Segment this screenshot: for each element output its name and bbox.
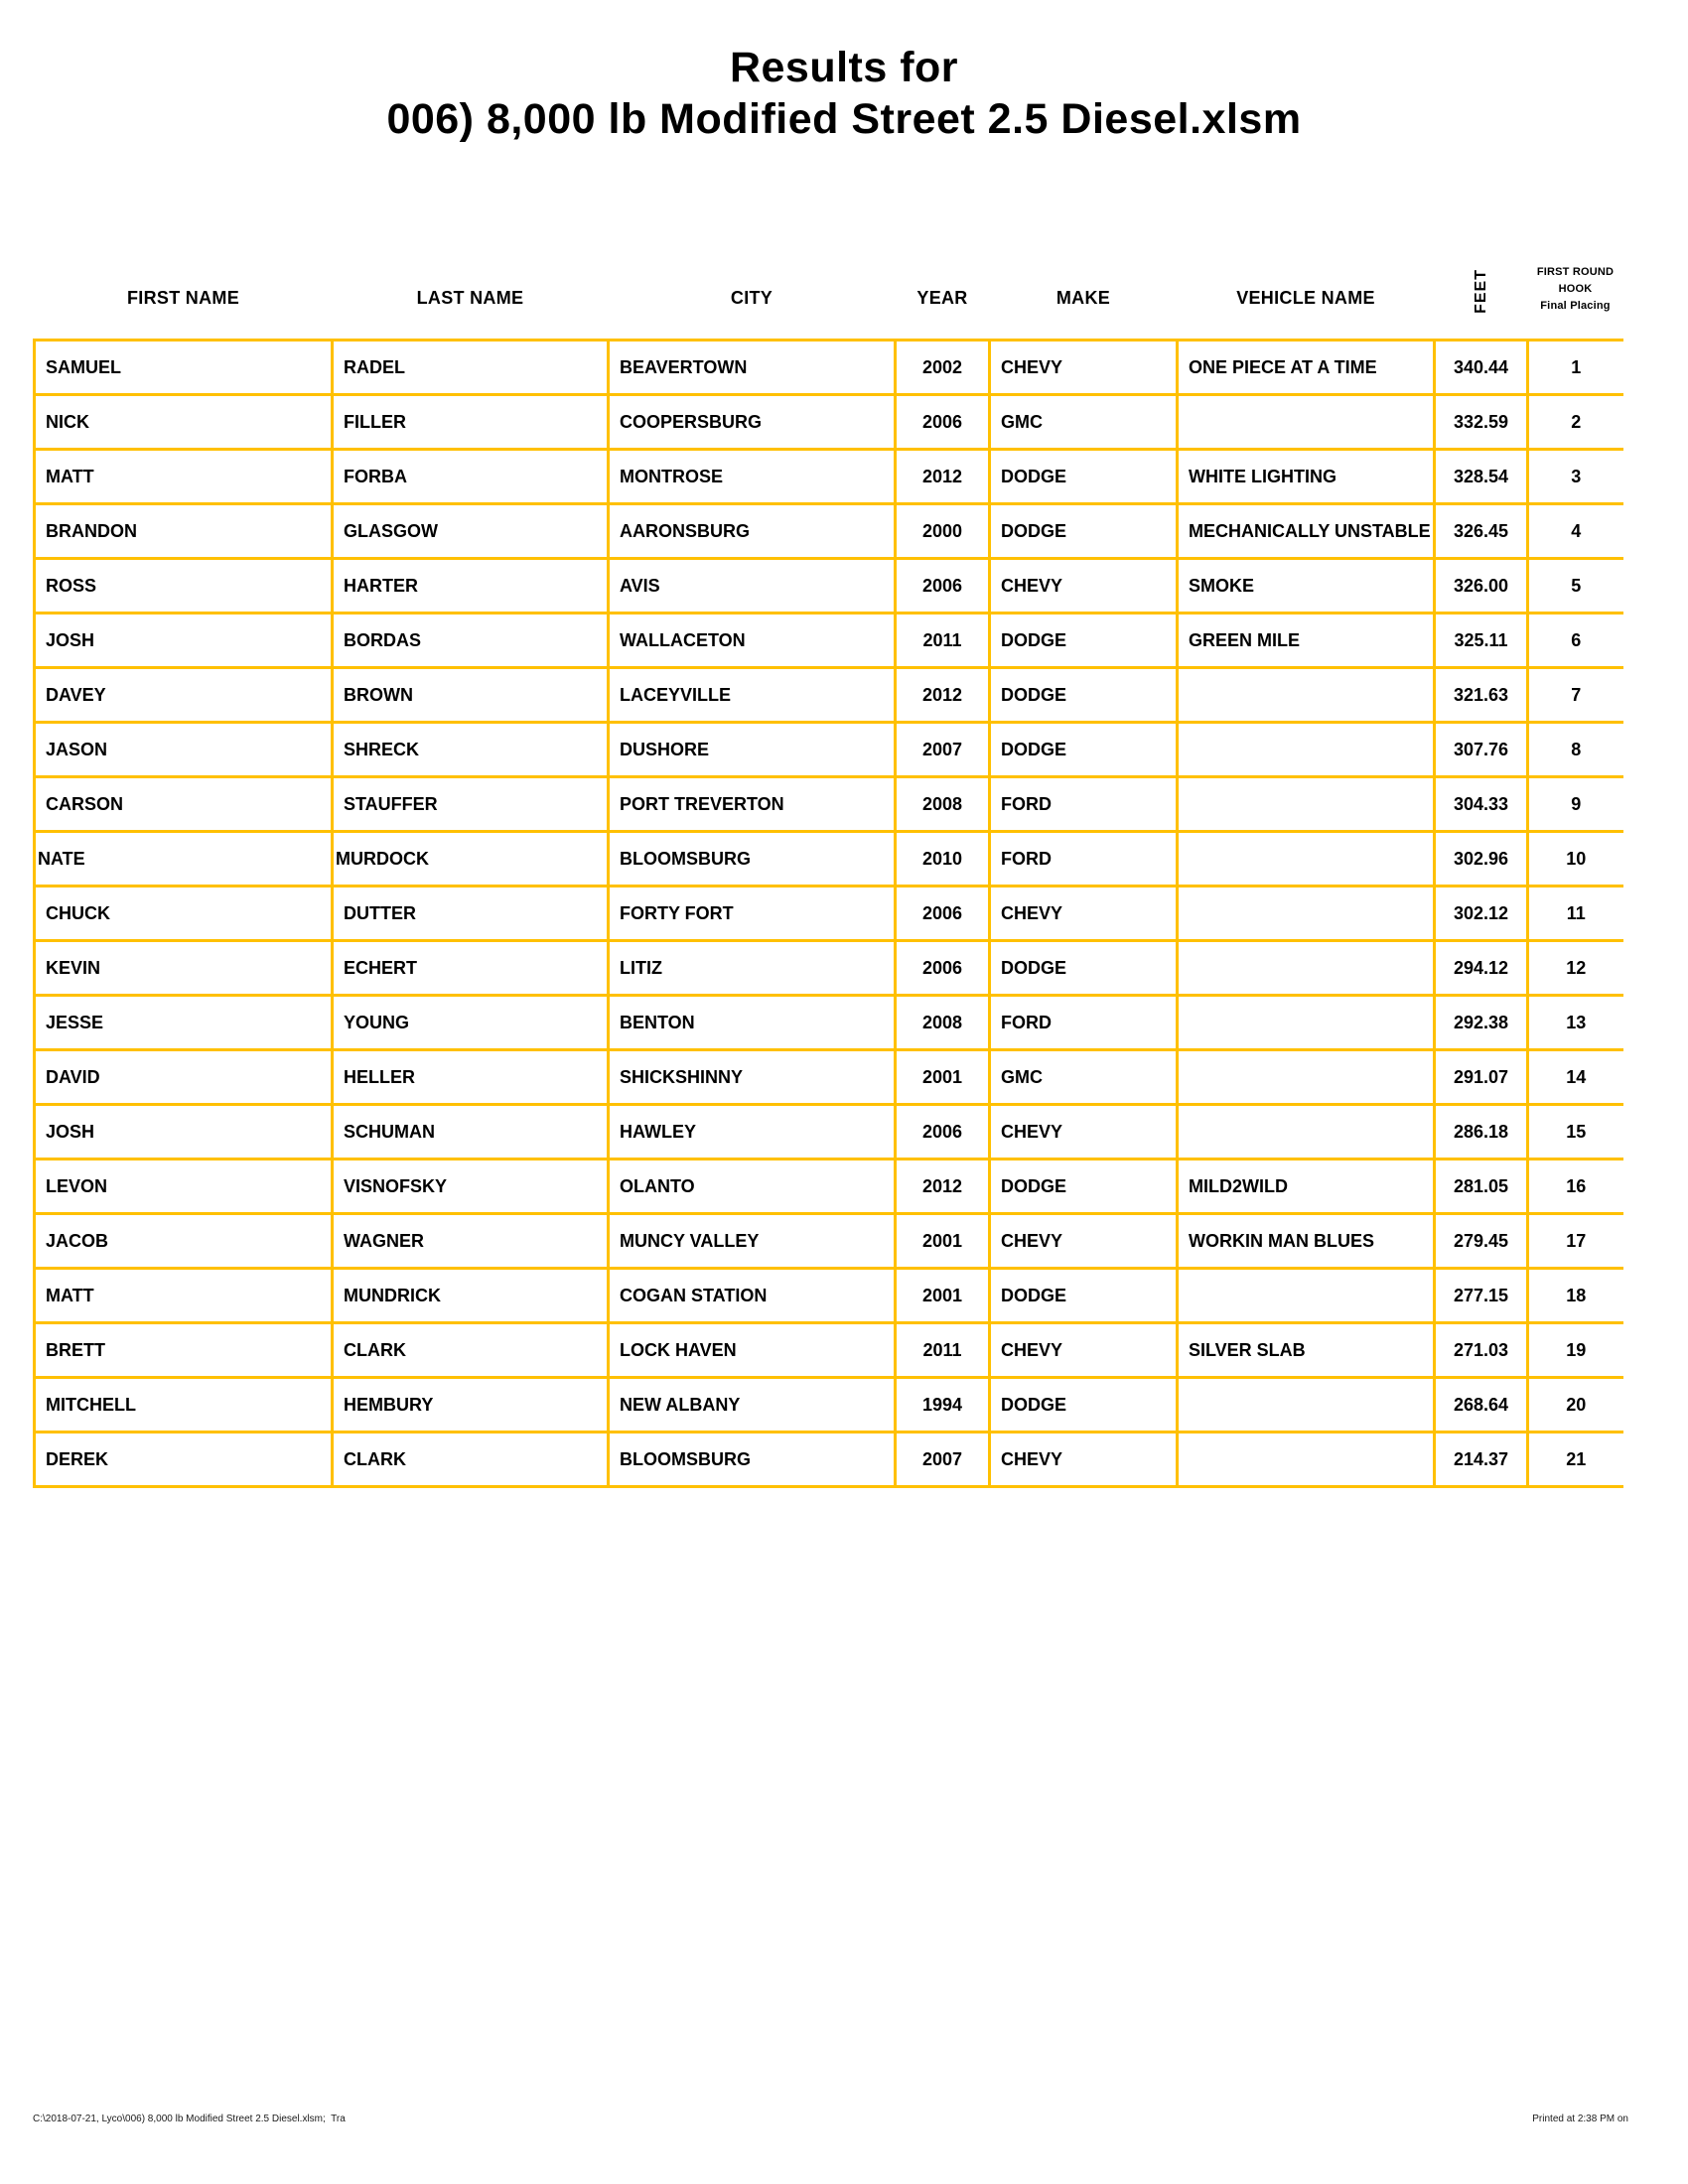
- table-row: [35, 723, 1623, 777]
- cell-first-name: ROSS: [35, 559, 333, 614]
- cell-city: AVIS: [609, 559, 896, 614]
- cell-feet: 292.38: [1435, 996, 1528, 1050]
- col-header-first-name: FIRST NAME: [127, 288, 239, 309]
- col-header-placing-line1: FIRST ROUND: [1536, 266, 1615, 279]
- cell-first-name: JACOB: [35, 1214, 333, 1269]
- cell-year: 2002: [896, 341, 990, 395]
- cell-placing: 2: [1528, 395, 1623, 450]
- cell-make: CHEVY: [990, 341, 1178, 395]
- cell-first-name: NICK: [35, 395, 333, 450]
- cell-vehicle-name: [1178, 777, 1435, 832]
- cell-last-name: WAGNER: [333, 1214, 609, 1269]
- cell-feet: 307.76: [1435, 723, 1528, 777]
- cell-feet: 268.64: [1435, 1378, 1528, 1433]
- cell-last-name: VISNOFSKY: [333, 1160, 609, 1214]
- col-header-year: YEAR: [916, 288, 968, 309]
- table-row: [35, 341, 1623, 395]
- results-table: [33, 180, 1623, 1489]
- cell-first-name: DAVEY: [35, 668, 333, 723]
- cell-year: 2012: [896, 1160, 990, 1214]
- cell-year: 2006: [896, 941, 990, 996]
- cell-city: BLOOMSBURG: [609, 1433, 896, 1487]
- cell-make: DODGE: [990, 668, 1178, 723]
- table-row: [35, 996, 1623, 1050]
- table-row: [35, 1378, 1623, 1433]
- cell-first-name: BRANDON: [35, 504, 333, 559]
- cell-make: DODGE: [990, 614, 1178, 668]
- col-header-feet: [1435, 180, 1528, 341]
- cell-city: WALLACETON: [609, 614, 896, 668]
- cell-vehicle-name: [1178, 723, 1435, 777]
- cell-year: 2012: [896, 668, 990, 723]
- cell-feet: 328.54: [1435, 450, 1528, 504]
- results-table-body: [35, 341, 1623, 1487]
- cell-year: 2001: [896, 1214, 990, 1269]
- table-row: [35, 559, 1623, 614]
- col-header-last-name: LAST NAME: [416, 288, 524, 309]
- table-row: [35, 1323, 1623, 1378]
- cell-feet: 271.03: [1435, 1323, 1528, 1378]
- cell-last-name: SCHUMAN: [333, 1105, 609, 1160]
- cell-make: DODGE: [990, 450, 1178, 504]
- cell-placing: 9: [1528, 777, 1623, 832]
- cell-placing: 10: [1528, 832, 1623, 887]
- footer-printed-at: Printed at 2:38 PM on: [1532, 2114, 1628, 2124]
- cell-first-name: NATE: [35, 832, 333, 887]
- cell-make: DODGE: [990, 1378, 1178, 1433]
- cell-feet: 277.15: [1435, 1269, 1528, 1323]
- cell-feet: 304.33: [1435, 777, 1528, 832]
- cell-last-name: CLARK: [333, 1433, 609, 1487]
- cell-year: 2006: [896, 559, 990, 614]
- cell-last-name: YOUNG: [333, 996, 609, 1050]
- cell-vehicle-name: SMOKE: [1178, 559, 1435, 614]
- cell-feet: 326.45: [1435, 504, 1528, 559]
- cell-feet: 302.12: [1435, 887, 1528, 941]
- table-row: [35, 832, 1623, 887]
- cell-city: LACEYVILLE: [609, 668, 896, 723]
- table-row: [35, 504, 1623, 559]
- cell-city: NEW ALBANY: [609, 1378, 896, 1433]
- cell-vehicle-name: [1178, 395, 1435, 450]
- header-row: [35, 180, 1623, 341]
- cell-city: SHICKSHINNY: [609, 1050, 896, 1105]
- cell-make: CHEVY: [990, 1323, 1178, 1378]
- cell-first-name: LEVON: [35, 1160, 333, 1214]
- cell-year: 2000: [896, 504, 990, 559]
- cell-first-name: JOSH: [35, 614, 333, 668]
- cell-make: FORD: [990, 996, 1178, 1050]
- cell-last-name: FORBA: [333, 450, 609, 504]
- cell-feet: 281.05: [1435, 1160, 1528, 1214]
- cell-make: GMC: [990, 1050, 1178, 1105]
- cell-first-name: KEVIN: [35, 941, 333, 996]
- cell-first-name: MATT: [35, 450, 333, 504]
- table-row: [35, 1269, 1623, 1323]
- cell-make: CHEVY: [990, 559, 1178, 614]
- cell-year: 2007: [896, 723, 990, 777]
- cell-year: 2008: [896, 777, 990, 832]
- cell-last-name: HARTER: [333, 559, 609, 614]
- cell-feet: 326.00: [1435, 559, 1528, 614]
- cell-placing: 4: [1528, 504, 1623, 559]
- cell-vehicle-name: MILD2WILD: [1178, 1160, 1435, 1214]
- cell-vehicle-name: WORKIN MAN BLUES: [1178, 1214, 1435, 1269]
- report-title-line2: 006) 8,000 lb Modified Street 2.5 Diesel.xlsm: [386, 95, 1302, 144]
- cell-placing: 21: [1528, 1433, 1623, 1487]
- cell-vehicle-name: SILVER SLAB: [1178, 1323, 1435, 1378]
- cell-make: DODGE: [990, 723, 1178, 777]
- cell-vehicle-name: [1178, 1050, 1435, 1105]
- cell-last-name: HELLER: [333, 1050, 609, 1105]
- cell-placing: 16: [1528, 1160, 1623, 1214]
- cell-placing: 8: [1528, 723, 1623, 777]
- cell-placing: 17: [1528, 1214, 1623, 1269]
- cell-first-name: BRETT: [35, 1323, 333, 1378]
- col-header-placing-line2: HOOK: [1558, 283, 1593, 296]
- cell-last-name: MUNDRICK: [333, 1269, 609, 1323]
- cell-placing: 6: [1528, 614, 1623, 668]
- cell-feet: 340.44: [1435, 341, 1528, 395]
- cell-year: 2007: [896, 1433, 990, 1487]
- cell-vehicle-name: [1178, 1378, 1435, 1433]
- cell-last-name: HEMBURY: [333, 1378, 609, 1433]
- cell-first-name: JESSE: [35, 996, 333, 1050]
- cell-first-name: CARSON: [35, 777, 333, 832]
- table-row: [35, 1433, 1623, 1487]
- cell-year: 2008: [896, 996, 990, 1050]
- cell-placing: 20: [1528, 1378, 1623, 1433]
- cell-city: HAWLEY: [609, 1105, 896, 1160]
- table-row: [35, 1050, 1623, 1105]
- cell-year: 2006: [896, 1105, 990, 1160]
- cell-vehicle-name: [1178, 832, 1435, 887]
- cell-year: 2011: [896, 1323, 990, 1378]
- cell-feet: 332.59: [1435, 395, 1528, 450]
- cell-city: COOPERSBURG: [609, 395, 896, 450]
- cell-first-name: MATT: [35, 1269, 333, 1323]
- cell-year: 2012: [896, 450, 990, 504]
- col-header-city: CITY: [730, 288, 774, 309]
- cell-make: CHEVY: [990, 1214, 1178, 1269]
- cell-vehicle-name: [1178, 941, 1435, 996]
- cell-first-name: MITCHELL: [35, 1378, 333, 1433]
- table-row: [35, 1160, 1623, 1214]
- cell-year: 2010: [896, 832, 990, 887]
- cell-make: GMC: [990, 395, 1178, 450]
- report-title: [0, 0, 1688, 146]
- cell-vehicle-name: [1178, 996, 1435, 1050]
- col-header-feet-label: FEET: [1472, 268, 1489, 314]
- cell-first-name: JASON: [35, 723, 333, 777]
- cell-last-name: STAUFFER: [333, 777, 609, 832]
- table-row: [35, 450, 1623, 504]
- cell-vehicle-name: [1178, 1105, 1435, 1160]
- cell-last-name: RADEL: [333, 341, 609, 395]
- cell-feet: 214.37: [1435, 1433, 1528, 1487]
- cell-placing: 14: [1528, 1050, 1623, 1105]
- cell-year: 2001: [896, 1269, 990, 1323]
- cell-city: MUNCY VALLEY: [609, 1214, 896, 1269]
- cell-make: DODGE: [990, 1160, 1178, 1214]
- table-row: [35, 1214, 1623, 1269]
- table-row: [35, 777, 1623, 832]
- cell-make: CHEVY: [990, 1433, 1178, 1487]
- col-header-final-placing: [1528, 180, 1623, 341]
- cell-vehicle-name: GREEN MILE: [1178, 614, 1435, 668]
- cell-year: 2006: [896, 887, 990, 941]
- footer-file-path: C:\2018-07-21, Lyco\006) 8,000 lb Modified Street 2.5 Diesel.xlsm; Tra: [33, 2114, 346, 2124]
- cell-city: MONTROSE: [609, 450, 896, 504]
- cell-placing: 12: [1528, 941, 1623, 996]
- cell-feet: 294.12: [1435, 941, 1528, 996]
- cell-first-name: JOSH: [35, 1105, 333, 1160]
- cell-vehicle-name: [1178, 668, 1435, 723]
- cell-city: AARONSBURG: [609, 504, 896, 559]
- cell-vehicle-name: MECHANICALLY UNSTABLE: [1178, 504, 1435, 559]
- cell-year: 1994: [896, 1378, 990, 1433]
- cell-make: FORD: [990, 777, 1178, 832]
- cell-feet: 321.63: [1435, 668, 1528, 723]
- cell-first-name: DEREK: [35, 1433, 333, 1487]
- cell-last-name: BORDAS: [333, 614, 609, 668]
- cell-last-name: GLASGOW: [333, 504, 609, 559]
- cell-make: DODGE: [990, 941, 1178, 996]
- results-table-header: [35, 180, 1623, 341]
- cell-last-name: DUTTER: [333, 887, 609, 941]
- report-title-line1: Results for: [729, 44, 959, 91]
- cell-placing: 13: [1528, 996, 1623, 1050]
- cell-make: CHEVY: [990, 887, 1178, 941]
- cell-first-name: CHUCK: [35, 887, 333, 941]
- cell-make: FORD: [990, 832, 1178, 887]
- cell-year: 2006: [896, 395, 990, 450]
- cell-placing: 11: [1528, 887, 1623, 941]
- cell-year: 2011: [896, 614, 990, 668]
- table-row: [35, 941, 1623, 996]
- table-row: [35, 668, 1623, 723]
- cell-vehicle-name: [1178, 1433, 1435, 1487]
- cell-make: CHEVY: [990, 1105, 1178, 1160]
- cell-feet: 286.18: [1435, 1105, 1528, 1160]
- cell-last-name: BROWN: [333, 668, 609, 723]
- cell-make: DODGE: [990, 504, 1178, 559]
- cell-vehicle-name: WHITE LIGHTING: [1178, 450, 1435, 504]
- table-row: [35, 614, 1623, 668]
- table-row: [35, 395, 1623, 450]
- cell-vehicle-name: [1178, 887, 1435, 941]
- col-header-make: MAKE: [1055, 288, 1111, 309]
- cell-year: 2001: [896, 1050, 990, 1105]
- cell-make: DODGE: [990, 1269, 1178, 1323]
- cell-last-name: MURDOCK: [333, 832, 609, 887]
- cell-feet: 291.07: [1435, 1050, 1528, 1105]
- cell-city: FORTY FORT: [609, 887, 896, 941]
- cell-city: LOCK HAVEN: [609, 1323, 896, 1378]
- cell-feet: 279.45: [1435, 1214, 1528, 1269]
- cell-city: BLOOMSBURG: [609, 832, 896, 887]
- cell-vehicle-name: [1178, 1269, 1435, 1323]
- table-row: [35, 1105, 1623, 1160]
- cell-city: LITIZ: [609, 941, 896, 996]
- col-header-vehicle-name: VEHICLE NAME: [1236, 288, 1375, 309]
- cell-feet: 325.11: [1435, 614, 1528, 668]
- cell-placing: 19: [1528, 1323, 1623, 1378]
- cell-vehicle-name: ONE PIECE AT A TIME: [1178, 341, 1435, 395]
- cell-city: COGAN STATION: [609, 1269, 896, 1323]
- cell-city: BEAVERTOWN: [609, 341, 896, 395]
- cell-placing: 1: [1528, 341, 1623, 395]
- cell-city: OLANTO: [609, 1160, 896, 1214]
- cell-last-name: ECHERT: [333, 941, 609, 996]
- cell-placing: 18: [1528, 1269, 1623, 1323]
- cell-city: BENTON: [609, 996, 896, 1050]
- cell-placing: 7: [1528, 668, 1623, 723]
- cell-feet: 302.96: [1435, 832, 1528, 887]
- table-row: [35, 887, 1623, 941]
- cell-first-name: SAMUEL: [35, 341, 333, 395]
- col-header-placing-line3: Final Placing: [1540, 300, 1611, 313]
- cell-placing: 15: [1528, 1105, 1623, 1160]
- cell-last-name: CLARK: [333, 1323, 609, 1378]
- cell-first-name: DAVID: [35, 1050, 333, 1105]
- cell-last-name: SHRECK: [333, 723, 609, 777]
- cell-last-name: FILLER: [333, 395, 609, 450]
- cell-placing: 3: [1528, 450, 1623, 504]
- cell-city: PORT TREVERTON: [609, 777, 896, 832]
- cell-city: DUSHORE: [609, 723, 896, 777]
- cell-placing: 5: [1528, 559, 1623, 614]
